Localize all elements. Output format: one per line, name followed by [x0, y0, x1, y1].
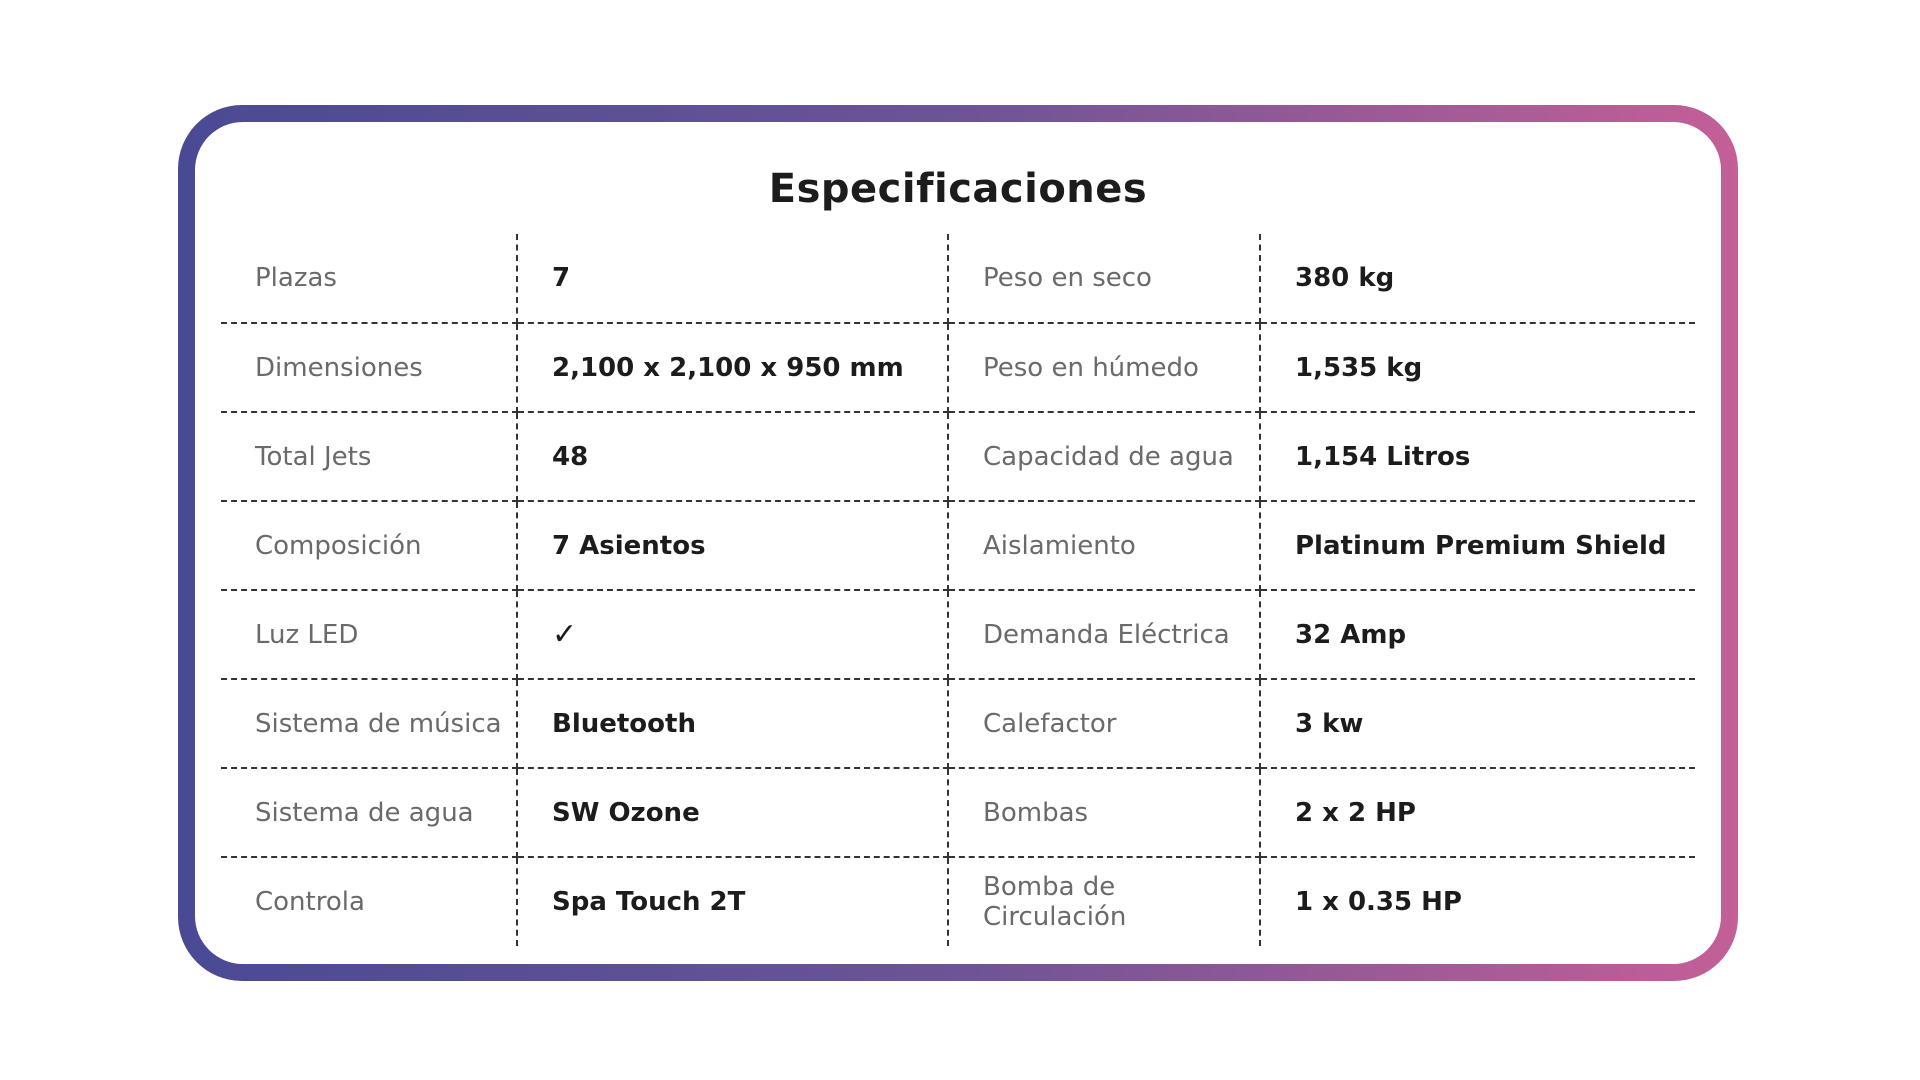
spec-value: 2,100 x 2,100 x 950 mm — [517, 323, 948, 412]
spec-value: Platinum Premium Shield — [1260, 501, 1695, 590]
table-row — [221, 768, 1695, 857]
spec-value: SW Ozone — [517, 768, 948, 857]
check-icon: ✓ — [552, 617, 578, 652]
spec-label: Luz LED — [221, 590, 517, 679]
spec-card-frame — [178, 105, 1738, 981]
spec-label: Total Jets — [221, 412, 517, 501]
table-row — [221, 857, 1695, 946]
spec-label: Aislamiento — [948, 501, 1260, 590]
spec-value: Bluetooth — [517, 679, 948, 768]
table-row — [221, 323, 1695, 412]
spec-value: 1 x 0.35 HP — [1295, 887, 1462, 917]
spec-label: Calefactor — [948, 679, 1260, 768]
spec-label: Plazas — [221, 234, 517, 323]
spec-label: Peso en seco — [948, 234, 1260, 323]
spec-value: 1,154 Litros — [1260, 412, 1695, 501]
spec-label: Composición — [221, 501, 517, 590]
spec-card-panel — [195, 122, 1721, 964]
spec-value: 32 Amp — [1260, 590, 1695, 679]
table-row — [221, 501, 1695, 590]
spec-label: Demanda Eléctrica — [948, 590, 1260, 679]
table-row — [221, 412, 1695, 501]
spec-label: Sistema de música — [221, 679, 517, 768]
spec-value: Spa Touch 2T — [517, 857, 948, 946]
spec-label: Peso en húmedo — [948, 323, 1260, 412]
spec-label: Dimensiones — [221, 323, 517, 412]
spec-value: 3 kw — [1260, 679, 1695, 768]
spec-table — [221, 234, 1695, 946]
spec-value: 7 Asientos — [517, 501, 948, 590]
table-row — [221, 590, 1695, 679]
table-row — [221, 679, 1695, 768]
spec-value: 48 — [517, 412, 948, 501]
spec-label: Capacidad de agua — [948, 412, 1260, 501]
spec-label: Bombas — [948, 768, 1260, 857]
spec-label: Sistema de agua — [221, 768, 517, 857]
spec-label: Bomba de Circulación — [948, 857, 1260, 946]
spec-value: 2 x 2 HP — [1260, 768, 1695, 857]
spec-value — [517, 590, 948, 679]
spec-label: Controla — [221, 857, 517, 946]
spec-title: Especificaciones — [768, 166, 1148, 212]
spec-value: 380 kg — [1260, 234, 1695, 323]
spec-value: 1,535 kg — [1260, 323, 1695, 412]
spec-value: 7 — [517, 234, 948, 323]
table-row — [221, 234, 1695, 323]
